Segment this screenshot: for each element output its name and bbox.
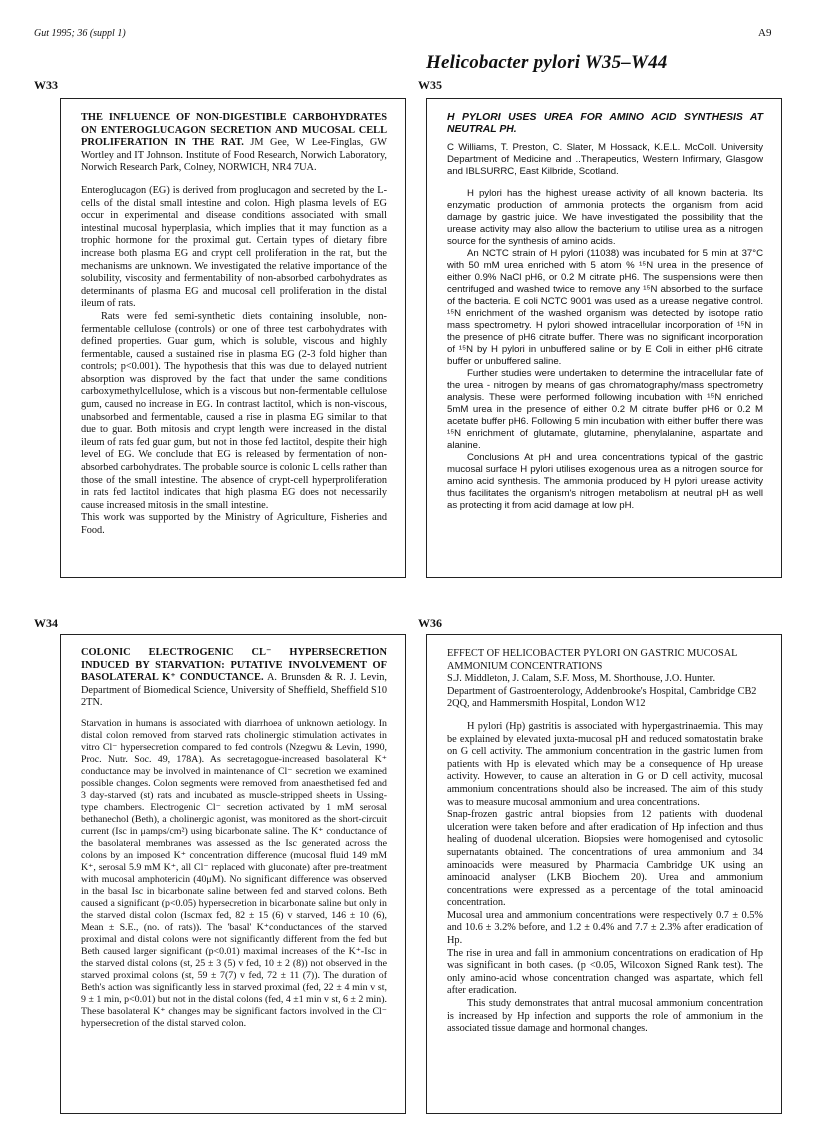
- abstract-title: EFFECT OF HELICOBACTER PYLORI ON GASTRIC MUCOSAL AMMONIUM CONCENTRATIONS: [447, 648, 738, 672]
- abstract-paragraph: An NCTC strain of H pylori (11038) was incubated for 5 min at 37°C with 50 mM urea enriched with 5 atom % ¹⁵N urea in the presence of either 0.9% NaCl pH6, or 0.2 M citrate pH6. The suspensions were then centrifuged and washed twice to remove any ¹⁵N absorbed to the surface of the bacteria. E coli NCTC 9001 was used as a urease negative control. ¹⁵N enrichment of the washed organism was detected by isotope ratio mass spectrometry. H pylori showed intracellular incorporation of ¹⁵N in the presence of pH6 citrate buffer. There was no significant incorporation of ¹⁵N by H pylori in unbuffered saline or by E Coli in either pH6 citrate buffer or unbuffered saline.: [447, 248, 763, 368]
- abstract-heading: [81, 112, 387, 175]
- abstract-paragraph: Snap-frozen gastric antral biopsies from 12 patients with duodenal ulceration were taken before and after eradication of Hp infection and thus healing of duodenal ulceration. Biopsies were homogenised and cytosolic supernatants obtained. The concentrations of urea ammonium and 34 aminoacids were measured by Pharmacia Cambridge UK using an aminoacid analyser (LKB Biochem 20). Urea and ammonium concentrations were expressed as a percentage of the total aminoacid concentration.: [447, 809, 763, 909]
- abstract-authors: S.J. Middleton, J. Calam, S.F. Moss, M. Shorthouse, J.O. Hunter. Department of Gastroenterology, Addenbrooke's Hospital, Cambridge CB2 2QQ, and Hammersmith Hospital, London W12: [447, 673, 757, 710]
- abstract-title: COLONIC ELECTROGENIC CL⁻ HYPERSECRETION INDUCED BY STARVATION: PUTATIVE INVOLVEMENT OF BASOLATERAL K⁺ CONDUCTANCE.: [81, 647, 387, 684]
- abstract-paragraph: Enteroglucagon (EG) is derived from proglucagon and secreted by the L-cells of the distal small intestine and colon. High plasma levels of EG occur in experimental and disease conditions associated with small intestinal mucosal hyperplasia, which implies that it may function as a trophic hormone for the proximal gut. Certain types of dietary fibre increase both plasma EG and crypt cell proliferation in the rat, but the mechanisms are unknown. We investigated the relative importance of the solubility, viscosity and fermentability of non-absorbed carbohydrates as determinants of plasma EG and mucosal cell proliferation in the distal ileum of rats.: [81, 184, 387, 310]
- abstract-title: H PYLORI USES UREA FOR AMINO ACID SYNTHESIS AT NEUTRAL PH.: [447, 112, 763, 136]
- section-title: Helicobacter pylori W35–W44: [426, 52, 668, 73]
- abstract-heading: [81, 647, 387, 710]
- abstract-heading: [447, 648, 763, 711]
- abstract-paragraph: Further studies were undertaken to determine the intracellular fate of the urea - nitrogen by means of gas chromatography/mass spectrometry analysis. These were performed following incubation with ¹⁵N enriched 5mM urea in the presence of either 0.2 M citrate buffer pH6 or 0.2 M acetate buffer pH6. Following 5 min incubation with either buffer there was ¹⁵N enrichment of glutamate, glutamine, phenylalanine, aspartate and alanine.: [447, 368, 763, 452]
- abstract-authors: C Williams, T. Preston, C. Slater, M Hossack, K.E.L. McColl. University Department of Medicine and ..Therapeutics, Western Infirmary, Glasgow and IBLSURRC, East Kilbride, Scotland.: [447, 142, 763, 178]
- abstract-paragraph: H pylori has the highest urease activity of all known bacteria. Its enzymatic production of ammonia protects the organism from acid damage by gastric juice. We have investigated the possibility that the urease activity may also allow the bacterium to utilise urea as a nitrogen source for the synthesis of amino acids.: [447, 188, 763, 248]
- abstract-paragraph: This work was supported by the Ministry of Agriculture, Fisheries and Food.: [81, 512, 387, 536]
- journal-citation: Gut 1995; 36 (suppl 1): [34, 28, 126, 39]
- abstract-heading: [447, 112, 763, 178]
- abstract-authors: JM Gee, W Lee-Finglas, GW Wortley and IT Johnson. Institute of Food Research, Norwich Laboratory, Norwich Research Park, Colney, NORWICH, NR4 7UA.: [81, 137, 387, 174]
- abstract-paragraph: The rise in urea and fall in ammonium concentrations on eradication of Hp was significant in both cases. (p <0.05, Wilcoxon Signed Rank test). The only amino-acid whose concentration changed was aspartate, which fell after eradication.: [447, 947, 763, 997]
- abstract-paragraph: Rats were fed semi-synthetic diets containing insoluble, non-fermentable cellulose (controls) or one of three test carbohydrates with defined properties. Guar gum, which is soluble, viscous and highly fermentable, caused a sustained rise in plasma EG (2-3 fold higher than controls; p<0.001). The hypothesis that this was due to delayed nutrient absorption was disproved by the fact that under the same conditions carboxymethylcellulose, which is a viscous but non-fermentable cellulose gum, caused no increase in EG. In contrast lactitol, which is non-viscous, unabsorbed and fermentable, caused a rise in plasma EG similar to that due to guar. Both mitosis and crypt length were increased in the distal ileum of rats fed guar gum, but not in those fed lactitol, despite their high level of EG. We conclude that EG is released by fermentation of non-absorbed carbohydrates. The probable source is colonic L cells rather than those of the small intestine. The absence of crypt-cell hyperproliferation in rats fed lactitol indicates that high plasma EG does not necessarily cause increased mitosis in the small intestine.: [81, 310, 387, 511]
- abstract-id-w35: W35: [418, 78, 442, 92]
- abstract-paragraph: This study demonstrates that antral mucosal ammonium concentration is increased by Hp infection and supports the role of ammonium in the associated tissue damage and hormonal changes.: [447, 998, 763, 1035]
- page-number: A9: [758, 27, 772, 39]
- abstract-id-w36: W36: [418, 616, 442, 630]
- abstract-paragraph: H pylori (Hp) gastritis is associated with hypergastrinaemia. This may be explained by elevated juxta-mucosal pH and reduced somatostatin brake on G cell activity. The ammonium concentration in the gastric lumen from patients with Hp is elevated which may be a consequence of Hp urease activity. However, to cause an alteration in G or D cell activity, mucosal ammonium concentrations should also be increased. The aim of this study was to measure mucosal ammonium and urea concentrations.: [447, 720, 763, 808]
- abstract-box-w34: [60, 634, 406, 1114]
- abstract-box-w36: [426, 634, 782, 1114]
- abstract-authors: A. Brunsden & R. J. Levin, Department of Biomedical Science, University of Sheffield, Sheffield S10 2TN.: [81, 672, 387, 709]
- abstract-title: THE INFLUENCE OF NON-DIGESTIBLE CARBOHYDRATES ON ENTEROGLUCAGON SECRETION AND MUCOSAL CELL PROLIFERATION IN THE RAT.: [81, 112, 387, 149]
- abstract-paragraph: Conclusions At pH and urea concentrations typical of the gastric mucosal surface H pylori utilises exogenous urea as a nitrogen source for amino acid synthesis. The ammonia produced by H pylori urease activity thus facilitates the organism's nitrogen metabolism at neutral pH as well as protecting it from acid damage at low pH.: [447, 452, 763, 512]
- abstract-box-w35: [426, 98, 782, 578]
- abstract-id-w33: W33: [34, 78, 58, 92]
- abstract-id-w34: W34: [34, 616, 58, 630]
- abstract-paragraph: Mucosal urea and ammonium concentrations were respectively 0.7 ± 0.5% and 10.6 ± 3.2% before, and 1.2 ± 0.4% and 7.7 ± 2.3% after eradication of Hp.: [447, 909, 763, 947]
- abstract-paragraph: Starvation in humans is associated with diarrhoea of unknown aetiology. In distal colon removed from starved rats cholinergic stimulation activates in vitro Cl⁻ hypersecretion compared to fed controls (Nzegwu & Levin, 1990, Proc. Nutr. Soc. 49, 178A). As secretagogue-increased basolateral K⁺ conductance may be involved in maintenance of Cl⁻ secretion we examined possible changes. Colon segments were removed from anaesthetised fed and 3 day-starved (st) rats and incubated as muscle-stripped sheets in Ussing-type chambers. Electrogenic Cl⁻ secretion activated by 1 mM serosal bethanechol (Beth), a cholinergic agonist, was monitored as the short-circuit current (Isc in μamps/cm²) using bicarbonate saline. The K⁺ conductance of the basolateral membranes was assessed as the Isc generated across the colons by an imposed K⁺ concentration difference (mucosal fluid 149 mM K⁺, serosal 5.9 mM K⁺, all Cl⁻ replaced with gluconate) after pre-treatment with mucosal amphotericin (40μM). No significant difference was observed in the basal Isc in bicarbonate saline between fed and starved colons. Beth caused a significant (p<0.05) hypersecretion in bicarbonate saline but only in the starved distal colon (Iscmax fed, 82 ± 15 (6) v starved, 146 ± 10 (6), Mean ± S.E., (no. of rats)). The 'basal' K⁺conductances of the starved proximal and distal colons were not significantly different from the fed but Beth caused larger significant (p<0.01) maximal increases of the K⁺-Isc in the starved distal colons (st, 25 ± 3 (5) v fed, 10 ± 2 (8)) not observed in the starved proximal colons (st, 59 ± 7(7) v fed, 72 ± 11 (7)). The duration of Beth's action was significantly less in starved proximal (fed, 22 ± 4 min v st, 9 ± 1 min, p<0.01) but not in the distal colons (fed, 4 ±1 min v st, 6 ± 2 min). These basolateral K⁺ changes may be significant factors involved in the Cl⁻ hypersecretion of the distal starved colon.: [81, 717, 387, 1029]
- abstract-box-w33: [60, 98, 406, 578]
